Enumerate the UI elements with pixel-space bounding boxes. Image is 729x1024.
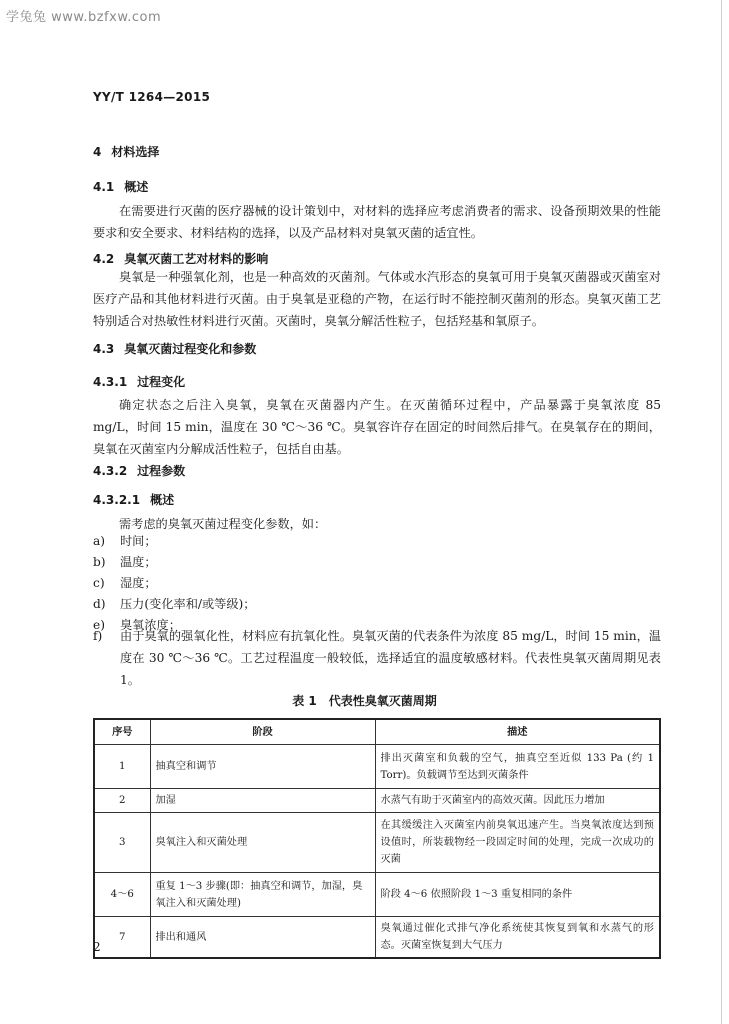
heading-number: 4	[93, 145, 102, 159]
cell-stage: 加湿	[150, 789, 375, 813]
cell-index: 4～6	[94, 873, 150, 917]
cell-description: 排出灭菌室和负载的空气，抽真空至近似 133 Pa (约 1 Torr)。负载调节至达到灭菌条件	[375, 745, 660, 789]
paragraph-4-1: 在需要进行灭菌的医疗器械的设计策划中，对材料的选择应考虑消费者的需求、设备预期效果的性能要求和安全要求、材料结构的选择，以及产品材料对臭氧灭菌的适宜性。	[93, 204, 661, 240]
heading-section-4-3-2-1	[93, 491, 174, 508]
list-item	[93, 551, 661, 573]
table-row	[94, 789, 660, 813]
column-header-description: 描述	[375, 719, 660, 745]
list-marker: e)	[93, 618, 105, 632]
paragraph-4-3-1: 确定状态之后注入臭氧，臭氧在灭菌器内产生。在灭菌循环过程中，产品暴露于臭氧浓度 85 mg/L，时间 15 min，温度在 30 ℃～36 ℃。臭氧容许存在固定的时间然后排气。在臭氧存在的期间，臭氧在灭菌室内分解成活性粒子，包括自由基。	[93, 398, 661, 456]
page-number: 2	[93, 940, 101, 954]
column-header-index: 序号	[94, 719, 150, 745]
table-header-row	[94, 719, 660, 745]
heading-number: 4.3.2.1	[93, 493, 141, 507]
cell-description: 阶段 4～6 依照阶段 1～3 重复相同的条件	[375, 873, 660, 917]
table-row	[94, 873, 660, 917]
watermark-text: 学兔兔 www.bzfxw.com	[6, 10, 162, 25]
list-marker: b)	[93, 555, 106, 569]
cell-description: 在其缓缓注入灭菌室内前臭氧迅速产生。当臭氧浓度达到预设值时，所装载物经一段固定时间的处理，完成一次成功的灭菌	[375, 813, 660, 873]
cell-stage: 排出和通风	[150, 917, 375, 959]
heading-number: 4.3.2	[93, 464, 128, 478]
table-row	[94, 745, 660, 789]
list-text: 臭氧浓度；	[120, 618, 181, 632]
table-row	[94, 917, 660, 959]
cell-index: 2	[94, 789, 150, 813]
heading-title: 材料选择	[111, 145, 160, 159]
heading-section-4	[93, 143, 159, 160]
table-row	[94, 813, 660, 873]
heading-number: 4.3.1	[93, 375, 128, 389]
list-intro: 需考虑的臭氧灭菌过程变化参数，如：	[119, 517, 327, 531]
heading-section-4-3-1	[93, 373, 185, 390]
standard-code: YY/T 1264—2015	[93, 90, 211, 104]
list-item	[93, 530, 661, 552]
list-text: 温度；	[120, 555, 157, 569]
heading-title: 臭氧灭菌工艺对材料的影响	[124, 252, 269, 266]
paragraph-4-2: 臭氧是一种强氧化剂，也是一种高效的灭菌剂。气体或水汽形态的臭氧可用于臭氧灭菌器或灭菌室对医疗产品和其他材料进行灭菌。由于臭氧是亚稳的产物，在运行时不能控制灭菌剂的形态。臭氧灭菌工艺特别适合对热敏性材料进行灭菌。灭菌时，臭氧分解活性粒子，包括羟基和氧原子。	[93, 270, 661, 328]
list-marker: d)	[93, 597, 106, 611]
cell-index: 1	[94, 745, 150, 789]
cell-stage: 臭氧注入和灭菌处理	[150, 813, 375, 873]
list-text: 由于臭氧的强氧化性，材料应有抗氧化性。臭氧灭菌的代表条件为浓度 85 mg/L，时间 15 min，温度在 30 ℃～36 ℃。工艺过程温度一般较低，选择适宜的温度敏感材料。代表性臭氧灭菌周期见表 1。	[120, 629, 661, 687]
sterilization-cycle-table	[93, 718, 661, 959]
heading-title: 概述	[150, 493, 175, 507]
heading-number: 4.3	[93, 342, 115, 356]
table-title: 表 1 代表性臭氧灭菌周期	[292, 694, 437, 708]
list-text: 湿度；	[120, 576, 157, 590]
heading-title: 概述	[124, 180, 149, 194]
heading-number: 4.1	[93, 180, 115, 194]
cell-index: 7	[94, 917, 150, 959]
cell-index: 3	[94, 813, 150, 873]
list-marker: f)	[93, 629, 103, 643]
cell-description: 水蒸气有助于灭菌室内的高效灭菌。因此压力增加	[375, 789, 660, 813]
cell-description: 臭氧通过催化式排气净化系统使其恢复到氧和水蒸气的形态。灭菌室恢复到大气压力	[375, 917, 660, 959]
heading-title: 过程变化	[137, 375, 186, 389]
heading-title: 过程参数	[137, 464, 186, 478]
list-item	[93, 593, 661, 615]
heading-number: 4.2	[93, 252, 115, 266]
list-item	[93, 625, 661, 691]
list-text: 压力(变化率和/或等级)；	[120, 597, 256, 611]
heading-section-4-3-2	[93, 462, 185, 479]
cell-stage: 抽真空和调节	[150, 745, 375, 789]
list-marker: c)	[93, 576, 105, 590]
page-edge-divider	[721, 0, 722, 1024]
cell-stage: 重复 1～3 步骤(即：抽真空和调节，加湿，臭氧注入和灭菌处理)	[150, 873, 375, 917]
list-marker: a)	[93, 534, 106, 548]
list-text: 时间；	[120, 534, 157, 548]
list-item	[93, 572, 661, 594]
heading-section-4-3	[93, 340, 256, 357]
heading-section-4-1	[93, 178, 148, 195]
heading-section-4-2	[93, 250, 268, 267]
column-header-stage: 阶段	[150, 719, 375, 745]
heading-title: 臭氧灭菌过程变化和参数	[124, 342, 257, 356]
